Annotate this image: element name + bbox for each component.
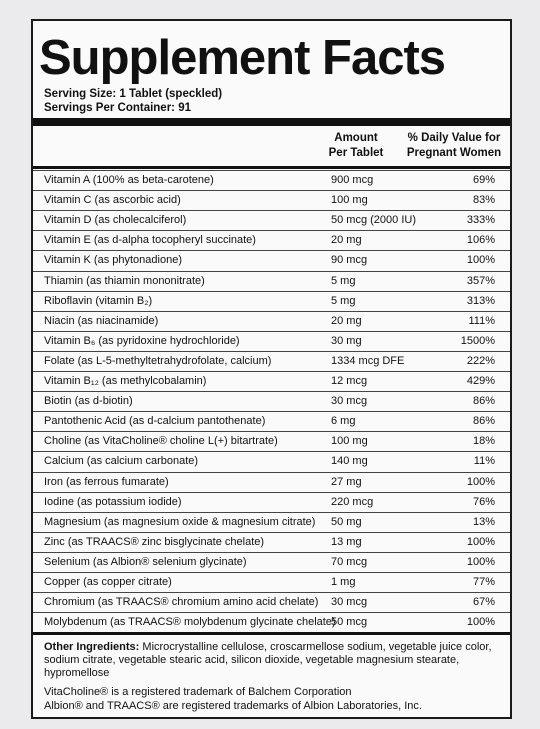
table-row [33,512,510,532]
nutrient-name: Iodine (as potassium iodide) [44,495,182,508]
table-row [33,291,510,311]
amount-header-line1: Amount [334,132,378,144]
nutrient-amount: 900 mcg [331,174,374,186]
table-row [33,190,510,210]
nutrient-daily-value: 67% [472,596,495,609]
nutrient-daily-value: 13% [472,515,495,528]
table-row [33,612,510,632]
nutrient-amount: 70 mcg [331,555,368,568]
nutrient-daily-value: 18% [472,435,495,448]
nutrient-name: Magnesium (as magnesium oxide & magnesium citrate) [44,515,316,528]
daily-value-header-line2: Pregnant Women [406,147,502,159]
nutrient-amount: 5 mg [331,294,356,307]
bottom-divider [33,632,510,635]
nutrient-name: Iron (as ferrous fumarate) [44,475,169,488]
nutrient-amount: 5 mg [331,274,356,287]
table-row [33,532,510,552]
nutrient-amount: 27 mg [331,475,362,488]
nutrient-amount: 13 mg [331,535,362,548]
trademark-note-albion: Albion® and TRAACS® are registered trademarks of Albion Laboratories, Inc. [44,700,422,712]
amount-header [316,131,396,161]
table-row [33,572,510,592]
table-row [33,472,510,492]
thick-divider [33,118,510,126]
nutrient-name: Molybdenum (as TRAACS® molybdenum glycinate chelate) [44,616,336,629]
nutrient-name: Vitamin K (as phytonadione) [44,254,182,267]
nutrient-amount: 30 mg [331,334,362,347]
supplement-facts-panel [31,19,512,719]
nutrient-daily-value: 100% [466,475,495,488]
nutrient-amount: 50 mg [331,515,362,528]
nutrient-daily-value: 111% [468,314,495,327]
nutrient-name: Calcium (as calcium carbonate) [44,455,199,468]
table-row [33,271,510,291]
nutrient-name: Vitamin D (as cholecalciferol) [44,214,187,227]
nutrient-name: Biotin (as d-biotin) [44,395,133,408]
nutrient-amount: 30 mcg [331,596,368,609]
nutrient-name: Vitamin C (as ascorbic acid) [44,194,181,207]
other-ingredients [44,641,504,680]
nutrient-name: Choline (as VitaCholine® choline L(+) bitartrate) [44,435,278,448]
nutrient-daily-value: 11% [473,455,495,468]
nutrient-daily-value: 100% [466,555,495,568]
nutrient-name: Vitamin B₆ (as pyridoxine hydrochloride) [44,334,240,347]
nutrient-daily-value: 77% [472,576,495,588]
header-divider [33,166,510,169]
table-row [33,210,510,230]
table-row [33,371,510,391]
nutrient-daily-value: 76% [472,495,495,508]
nutrient-amount: 220 mcg [331,495,374,508]
table-row [33,391,510,411]
nutrient-daily-value: 222% [466,354,495,367]
nutrient-daily-value: 100% [466,254,495,267]
table-row [33,331,510,351]
nutrient-amount: 30 mcg [331,395,368,408]
table-row [33,170,510,190]
nutrient-amount: 100 mg [331,194,368,207]
table-row [33,351,510,371]
nutrient-amount: 100 mg [331,435,368,448]
serving-size: Serving Size: 1 Tablet (speckled) [44,88,223,100]
nutrient-daily-value: 333% [466,214,495,227]
nutrient-daily-value: 106% [466,234,495,247]
nutrient-name: Pantothenic Acid (as d-calcium pantothenate) [44,415,266,428]
daily-value-header [399,131,509,161]
nutrient-daily-value: 357% [466,274,495,287]
nutrient-name: Thiamin (as thiamin mononitrate) [44,274,205,287]
table-row [33,230,510,250]
nutrient-daily-value: 83% [472,194,495,207]
nutrient-daily-value: 429% [466,375,495,387]
nutrient-name: Selenium (as Albion® selenium glycinate) [44,555,247,568]
nutrient-name: Folate (as L-5-methyltetrahydrofolate, calcium) [44,354,272,367]
table-row [33,311,510,331]
nutrient-amount: 12 mcg [331,375,368,387]
table-row [33,411,510,431]
amount-header-line2: Per Tablet [328,147,384,159]
other-ingredients-label: Other Ingredients: [44,641,140,653]
nutrient-daily-value: 313% [466,294,495,307]
table-row [33,552,510,572]
nutrient-amount: 50 mcg (2000 IU) [331,214,416,227]
daily-value-header-line1: % Daily Value for [407,132,501,144]
nutrient-amount: 1334 mcg DFE [331,354,405,367]
servings-per-container: Servings Per Container: 91 [44,102,191,114]
nutrient-daily-value: 1500% [460,334,495,347]
nutrient-name: Niacin (as niacinamide) [44,314,159,327]
table-row [33,592,510,612]
nutrient-amount: 140 mg [331,455,368,468]
trademark-note-vitacholine: VitaCholine® is a registered trademark of Balchem Corporation [44,686,352,698]
nutrient-daily-value: 86% [472,395,495,408]
nutrient-name: Riboflavin (vitamin B₂) [44,294,153,307]
table-row [33,492,510,512]
nutrient-daily-value: 100% [466,535,495,548]
table-row [33,250,510,270]
nutrient-daily-value: 100% [466,616,495,629]
nutrient-name: Chromium (as TRAACS® chromium amino acid chelate) [44,596,319,609]
nutrient-name: Vitamin E (as d-alpha tocopheryl succinate) [44,234,256,247]
nutrient-amount: 90 mcg [331,254,368,267]
nutrient-amount: 50 mcg [331,616,368,629]
nutrient-amount: 1 mg [331,576,356,588]
table-row [33,451,510,471]
panel-title: Supplement Facts [39,31,446,85]
nutrient-name: Vitamin B₁₂ (as methylcobalamin) [44,375,207,387]
nutrient-name: Copper (as copper citrate) [44,576,172,588]
nutrient-daily-value: 86% [472,415,495,428]
nutrient-amount: 20 mg [331,234,362,247]
nutrient-name: Zinc (as TRAACS® zinc bisglycinate chelate) [44,535,265,548]
table-row [33,431,510,451]
other-ingredients-text: Microcrystalline cellulose, croscarmellose sodium, vegetable juice color, sodium citrate, vegetable stearic acid, silicon dioxide, vegetable magnesium stearate, hypromellose [44,641,492,679]
nutrient-amount: 20 mg [331,314,362,327]
nutrient-name: Vitamin A (100% as beta-carotene) [44,174,214,186]
nutrient-amount: 6 mg [331,415,356,428]
nutrient-daily-value: 69% [472,174,495,186]
